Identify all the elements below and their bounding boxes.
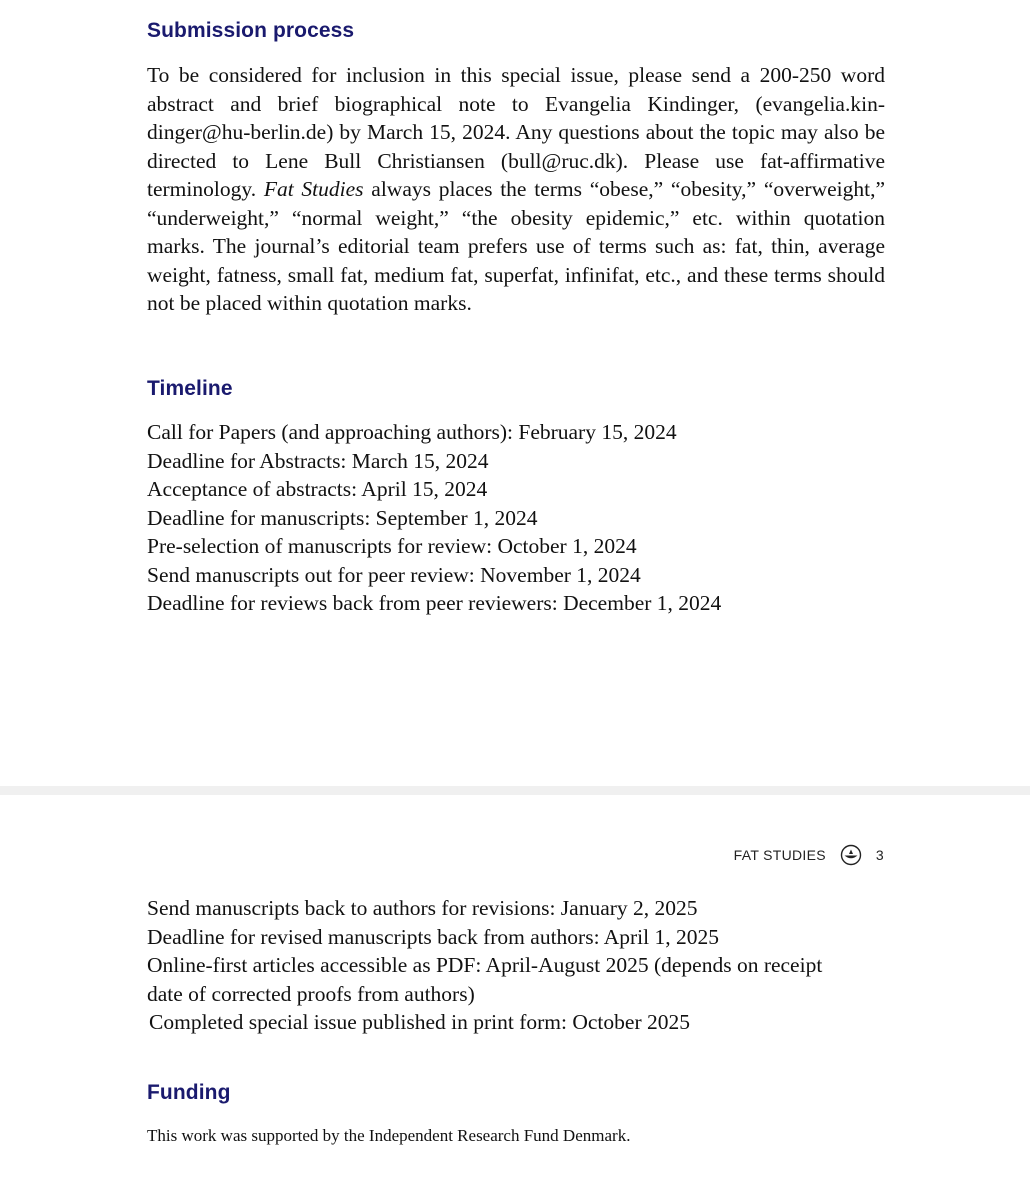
page-bottom bbox=[0, 795, 1030, 1200]
timeline-heading: Timeline bbox=[147, 377, 233, 400]
page-separator bbox=[0, 786, 1030, 795]
submission-paragraph bbox=[147, 61, 885, 318]
running-head bbox=[734, 844, 884, 866]
timeline-item: Online-first articles accessible as PDF: April-August 2025 (depends on receipt bbox=[147, 953, 823, 977]
timeline-item: Completed special issue published in print form: October 2025 bbox=[149, 1010, 690, 1034]
funding-heading: Funding bbox=[147, 1081, 231, 1104]
page-number: 3 bbox=[875, 847, 884, 863]
timeline-item: Pre-selection of manuscripts for review: October 1, 2024 bbox=[147, 534, 637, 558]
submission-text-part-2: always places the terms “obese,” “obesity,” “overweight,” “underweight,” “normal weight,” “the obesity epidemic,” etc. within quotation marks. The journal’s editorial team prefers use of terms such as: fat, thin, average weight, fatness, small fat, medium fat, superfat, infinifat, etc., and these terms should not be placed within quotation marks. bbox=[147, 177, 886, 315]
timeline-item: Send manuscripts out for peer review: November 1, 2024 bbox=[147, 562, 641, 587]
timeline-item: Send manuscripts back to authors for revisions: January 2, 2025 bbox=[147, 896, 698, 920]
journal-title-italic: Fat Studies bbox=[263, 177, 364, 201]
timeline-item: Deadline for reviews back from peer reviewers: December 1, 2024 bbox=[147, 591, 722, 615]
timeline-item: Deadline for Abstracts: March 15, 2024 bbox=[147, 448, 489, 473]
submission-heading: Submission process bbox=[147, 19, 355, 42]
journal-name: FAT STUDIES bbox=[733, 847, 826, 863]
funding-text: This work was supported by the Independent Research Fund Denmark. bbox=[147, 1126, 631, 1145]
submission-text-part-1: To be considered for inclusion in this special issue, please send a 200-250 word abstract and brief biographical note to Evangelia Kindinger, (evangelia.kindinger@hu-berlin.de) by March 15, 2024. Any questions about the topic may also be directed to Lene Bull Christiansen (bull@ruc.dk). Please use fat-affirmative terminology. bbox=[147, 63, 885, 201]
timeline-item: Deadline for manuscripts: September 1, 2024 bbox=[147, 505, 538, 530]
timeline-item: date of corrected proofs from authors) bbox=[147, 981, 475, 1006]
timeline-continued-list bbox=[147, 894, 907, 1037]
timeline-item: Acceptance of abstracts: April 15, 2024 bbox=[147, 477, 488, 501]
journal-logo-icon bbox=[840, 844, 862, 866]
timeline-item: Call for Papers (and approaching authors): February 15, 2024 bbox=[147, 420, 677, 444]
timeline-item: Deadline for revised manuscripts back from authors: April 1, 2025 bbox=[147, 924, 719, 949]
timeline-list bbox=[147, 418, 907, 618]
